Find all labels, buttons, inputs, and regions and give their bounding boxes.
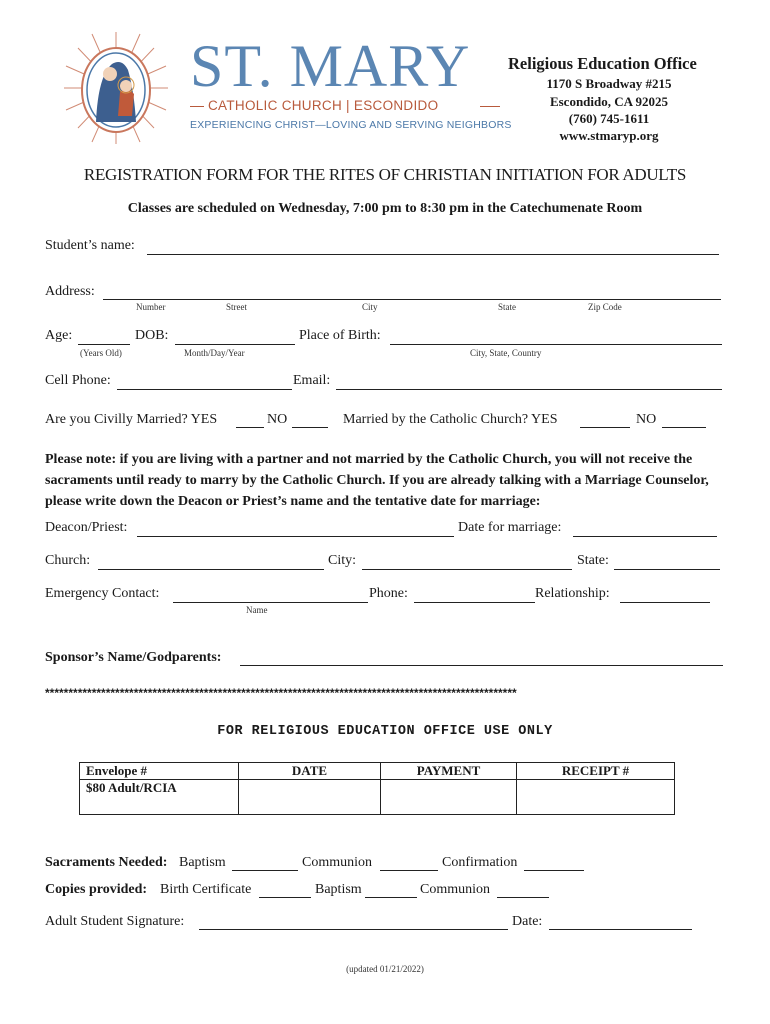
form-title: REGISTRATION FORM FOR THE RITES OF CHRISTIAN INITIATION FOR ADULTS (83, 165, 687, 184)
civil-married-no-label: NO (267, 412, 288, 427)
marriage-date-label: Date for marriage: (458, 520, 562, 535)
receipt-header: RECEIPT # (517, 763, 675, 780)
sacrament-confirmation-field[interactable] (524, 870, 584, 871)
place-of-birth-caption: City, State, Country (470, 348, 542, 358)
office-title: Religious Education Office (508, 54, 697, 73)
deacon-priest-field[interactable] (137, 536, 454, 537)
address-number-caption: Number (136, 302, 166, 312)
office-use-heading: FOR RELIGIOUS EDUCATION OFFICE USE ONLY (217, 724, 553, 739)
fee-table-row (80, 780, 675, 815)
student-name-label: Student’s name: (45, 238, 135, 253)
dob-caption: Month/Day/Year (184, 348, 245, 358)
address-street-caption: Street (226, 302, 247, 312)
sacrament-baptism-label: Baptism (179, 855, 226, 870)
office-phone: (760) 745-1611 (568, 111, 650, 126)
church-married-no-label: NO (636, 412, 657, 427)
office-city: Escondido, CA 92025 (549, 94, 669, 109)
church-label: Church: (45, 553, 91, 568)
copies-communion-label: Communion (420, 882, 491, 897)
office-fee-table (79, 762, 675, 815)
emergency-contact-label: Emergency Contact: (45, 586, 160, 601)
place-of-birth-field[interactable] (390, 344, 722, 345)
church-married-yes-field[interactable] (580, 427, 630, 428)
signature-date-label: Date: (512, 914, 543, 929)
sponsor-field[interactable] (240, 665, 723, 666)
copies-communion-field[interactable] (497, 897, 549, 898)
brand-sub-rule-right (480, 106, 500, 107)
address-state-caption: State (498, 302, 516, 312)
updated-footer: (updated 01/21/2022) (346, 964, 424, 974)
dob-field[interactable] (175, 344, 295, 345)
fee-table-header-row (80, 763, 675, 780)
receipt-cell[interactable] (517, 780, 675, 815)
emergency-contact-field[interactable] (173, 602, 368, 603)
state-field[interactable] (614, 569, 720, 570)
city-label: City: (328, 553, 357, 568)
brand-tagline: EXPERIENCING CHRIST—LOVING AND SERVING NEIGHBORS (190, 119, 512, 131)
email-label: Email: (293, 373, 331, 388)
address-zip-caption: Zip Code (588, 302, 622, 312)
church-field[interactable] (98, 569, 324, 570)
deacon-priest-label: Deacon/Priest: (45, 520, 128, 535)
place-of-birth-label: Place of Birth: (299, 328, 381, 343)
sacrament-communion-field[interactable] (380, 870, 438, 871)
marriage-note: Please note: if you are living with a partner and not married by the Catholic Church, you will not receive the sacraments until ready to marry by the Catholic Church. If you are already talking with a Marriage Counselor, please write down the Deacon or Priest’s name and the tentative date for marriage: (45, 452, 709, 509)
student-name-field[interactable] (147, 254, 719, 255)
address-city-caption: City (362, 302, 378, 312)
class-schedule: Classes are scheduled on Wednesday, 7:00 pm to 8:30 pm in the Catechumenate Room (127, 201, 643, 216)
copies-baptism-label: Baptism (315, 882, 362, 897)
cell-phone-field[interactable] (117, 389, 292, 390)
sacraments-needed-label: Sacraments Needed: (45, 855, 168, 870)
church-married-label: Married by the Catholic Church? YES (343, 412, 558, 427)
payment-cell[interactable] (381, 780, 517, 815)
civil-married-yes-field[interactable] (236, 427, 264, 428)
relationship-label: Relationship: (535, 586, 610, 601)
relationship-field[interactable] (620, 602, 710, 603)
civil-married-label: Are you Civilly Married? YES (45, 412, 218, 427)
church-married-no-field[interactable] (662, 427, 706, 428)
email-field[interactable] (336, 389, 722, 390)
address-field[interactable] (103, 299, 721, 300)
divider-stars: ***************************************************************************************************** (45, 686, 517, 700)
brand-name: ST. MARY (190, 33, 471, 99)
signature-label: Adult Student Signature: (45, 914, 185, 929)
sacrament-confirmation-label: Confirmation (442, 855, 518, 870)
state-label: State: (577, 553, 609, 568)
cell-phone-label: Cell Phone: (45, 373, 111, 388)
sacrament-baptism-field[interactable] (232, 870, 298, 871)
copies-birth-certificate-field[interactable] (259, 897, 311, 898)
date-cell[interactable] (239, 780, 381, 815)
signature-date-field[interactable] (549, 929, 692, 930)
madonna-and-child-logo-icon (62, 30, 170, 146)
copies-baptism-field[interactable] (365, 897, 417, 898)
office-website: www.stmaryp.org (559, 128, 659, 143)
copies-provided-label: Copies provided: (45, 882, 148, 897)
age-label: Age: (45, 328, 73, 343)
brand-sub-rule-left (190, 106, 204, 107)
fee-row-label: $80 Adult/RCIA (80, 780, 239, 815)
emergency-name-caption: Name (246, 605, 268, 615)
marriage-date-field[interactable] (573, 536, 717, 537)
sacrament-communion-label: Communion (302, 855, 373, 870)
office-address: 1170 S Broadway #215 (546, 76, 672, 91)
copies-birth-certificate-label: Birth Certificate (160, 882, 252, 897)
civil-married-no-field[interactable] (292, 427, 328, 428)
date-header: DATE (239, 763, 381, 780)
age-caption: (Years Old) (80, 348, 122, 358)
emergency-phone-field[interactable] (414, 602, 535, 603)
signature-field[interactable] (199, 929, 508, 930)
address-label: Address: (45, 284, 95, 299)
age-field[interactable] (78, 344, 130, 345)
envelope-header: Envelope # (80, 763, 239, 780)
payment-header: PAYMENT (381, 763, 517, 780)
brand-subtitle: CATHOLIC CHURCH | ESCONDIDO (208, 98, 439, 113)
sponsor-label: Sponsor’s Name/Godparents: (45, 650, 222, 665)
city-field[interactable] (362, 569, 572, 570)
emergency-phone-label: Phone: (369, 586, 408, 601)
dob-label: DOB: (135, 328, 169, 343)
